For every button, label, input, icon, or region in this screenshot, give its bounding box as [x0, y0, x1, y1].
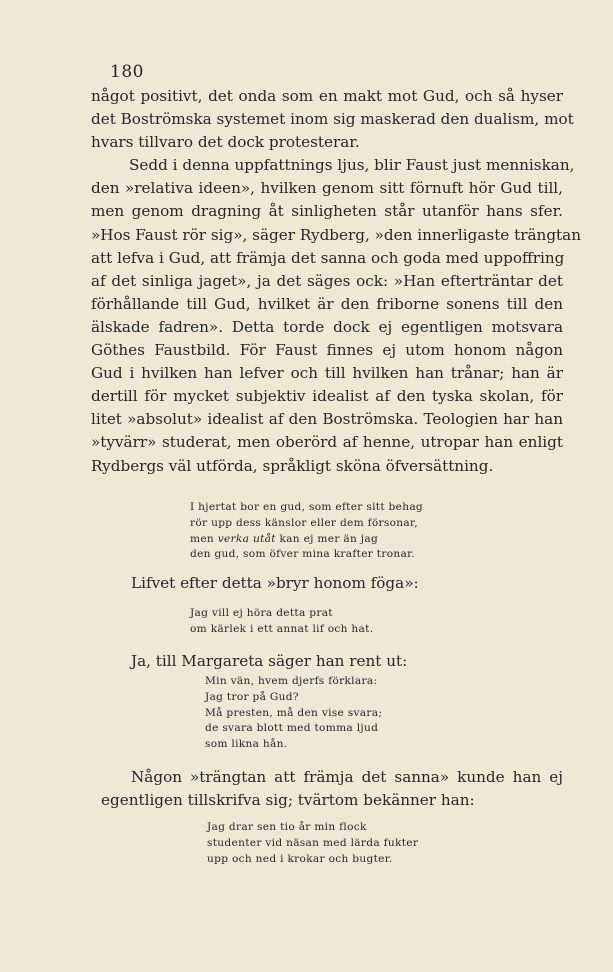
- paragraph-block-1: [91, 85, 581, 478]
- text-line: den »relativa ideen», hvilken genom sitt förnuft hör Gud till,: [91, 179, 563, 198]
- text-line: något positivt, det onda som en makt mot Gud, och så hyser: [91, 87, 563, 105]
- verse-text: kan ej mer än jag: [275, 532, 379, 545]
- text-line: egentligen tillskrifva sig; tvärtom bekänner han:: [101, 791, 475, 810]
- paragraph-block-2: [91, 766, 563, 812]
- verse-line: Jag tror på Gud?: [205, 690, 299, 703]
- text-line: Någon »trängtan att främja det sanna» kunde han ej: [131, 768, 563, 786]
- page-number: 180: [110, 62, 144, 82]
- verse-line: upp och ned i krokar och bugter.: [207, 852, 393, 865]
- text-line: »Hos Faust rör sig», säger Rydberg, »den innerligaste trängtan: [91, 225, 581, 244]
- text-line: att lefva i Gud, att främja det sanna och goda med uppoffring: [91, 248, 565, 267]
- text-line: Rydbergs väl utförda, språkligt sköna öfversättning.: [91, 456, 494, 475]
- verse-line: rör upp dess känslor eller dem försonar,: [190, 516, 418, 529]
- verse-text: men: [190, 532, 218, 545]
- text-line-lifvet: Lifvet efter detta »bryr honom föga»:: [131, 574, 419, 592]
- text-line: men genom dragning åt sinligheten står utanför hans sfer.: [91, 202, 563, 221]
- verse-line: den gud, som öfver mina krafter tronar.: [190, 548, 415, 561]
- verse-line: Jag vill ej höra detta prat: [190, 607, 333, 619]
- verse-line: I hjertat bor en gud, som efter sitt behag: [190, 501, 424, 513]
- verse-line: Min vän, hvem djerfs förklara:: [205, 675, 378, 687]
- verse-quote-2: [190, 606, 373, 638]
- verse-quote-4: [207, 820, 418, 867]
- verse-line: de svara blott med tomma ljud: [205, 722, 379, 735]
- verse-line: Må presten, må den vise svara;: [205, 706, 383, 719]
- verse-line: Jag drar sen tio år min flock: [207, 821, 367, 833]
- text-line-margareta: Ja, till Margareta säger han rent ut:: [131, 652, 408, 670]
- text-line: Göthes Faustbild. För Faust finnes ej utom honom någon: [91, 341, 563, 360]
- text-line: hvars tillvaro det dock protesterar.: [91, 133, 360, 152]
- text-line: litet »absolut» idealist af den Boströmska. Teologien har han: [91, 410, 563, 429]
- text-line: Sedd i denna uppfattnings ljus, blir Faust just menniskan,: [129, 156, 575, 175]
- text-line: förhållande till Gud, hvilket är den friborne sonens till den: [91, 294, 563, 313]
- text-line: det Boströmska systemet inom sig maskerad den dualism, mot: [91, 110, 574, 129]
- verse-emphasis: verka utåt: [217, 532, 276, 545]
- verse-line: om kärlek i ett annat lif och hat.: [190, 622, 374, 635]
- verse-quote-3: [205, 674, 382, 753]
- text-line: dertill för mycket subjektiv idealist af den tyska skolan, för: [91, 387, 563, 406]
- text-line: Gud i hvilken han lefver och till hvilken han trånar; han är: [91, 364, 563, 383]
- text-line: af det sinliga jaget», ja det säges ock: »Han efterträntar det: [91, 271, 563, 290]
- verse-line: som likna hån.: [205, 738, 288, 751]
- verse-quote-1: [190, 500, 423, 563]
- verse-line: [190, 532, 423, 548]
- text-line: älskade fadren». Detta torde dock ej egentligen motsvara: [91, 317, 563, 336]
- verse-line: studenter vid näsan med lärda fukter: [207, 836, 419, 849]
- text-line: »tyvärr» studerat, men oberörd af henne, utropar han enligt: [91, 433, 563, 452]
